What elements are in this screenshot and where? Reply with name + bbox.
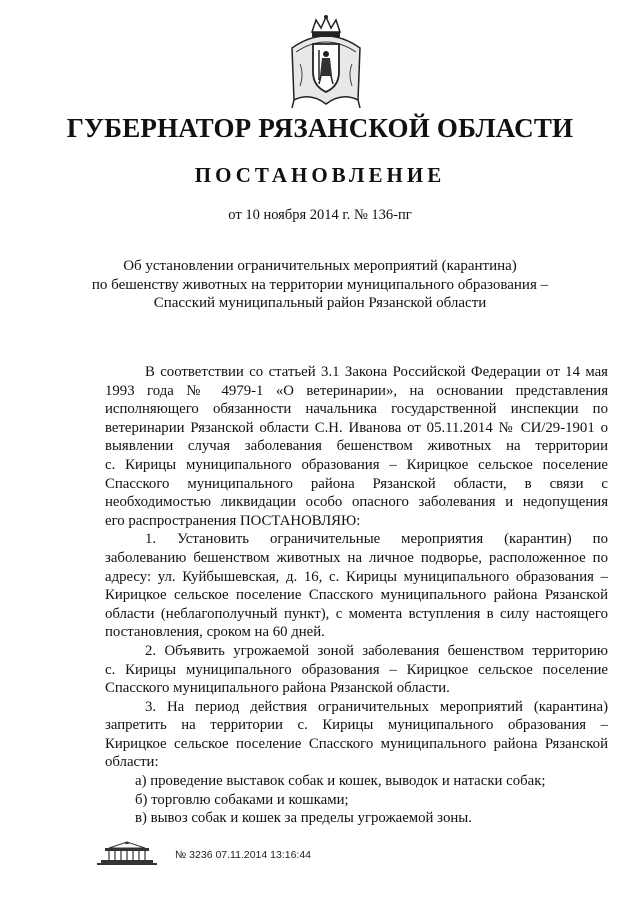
- preamble-line: выявлении случая заболевания бешенством животных на территории: [105, 438, 608, 455]
- coat-of-arms-icon: [286, 14, 366, 110]
- subject-line: по бешенству животных на территории муниципального образования –: [91, 276, 549, 293]
- sub-item: а) проведение выставок собак и кошек, выводок и натаски собак;: [135, 773, 546, 790]
- item-line: 3. На период действия ограничительных мероприятий (карантина): [145, 698, 608, 715]
- item-line: с. Кирицы муниципального образования – Кирицкое сельское поселение: [105, 661, 608, 678]
- sub-items: [105, 772, 608, 828]
- issuing-authority: ГУБЕРНАТОР РЯЗАНСКОЙ ОБЛАСТИ: [66, 113, 574, 143]
- subject-line: Об установлении ограничительных мероприятий (карантина): [123, 258, 517, 274]
- preamble-line: необходимостью ликвидации особо опасного заболевания и недопущения: [105, 494, 608, 511]
- item-1: [105, 530, 608, 642]
- preamble-line: с. Кирицы муниципального образования – Кирицкое сельское поселение: [105, 456, 608, 473]
- registration-stamp: № 3236 07.11.2014 13:16:44: [175, 849, 312, 861]
- item-line: 1. Установить ограничительные мероприятия (карантин) по: [145, 531, 608, 548]
- item-line: заболеванию бешенством животных на личное подворье, расположенное по: [105, 549, 608, 566]
- item-line: области:: [105, 754, 159, 771]
- preamble: [105, 363, 608, 530]
- document-body: [105, 363, 608, 828]
- subject-line: Спасский муниципальный район Рязанской области: [153, 295, 487, 311]
- registration-footer: [95, 838, 495, 868]
- item-2: [105, 642, 608, 698]
- item-line: адресу: ул. Куйбышевская, д. 16, с. Кирицы муниципального образования –: [105, 568, 608, 585]
- item-3: [105, 698, 608, 772]
- item-line: постановления, сроком на 60 дней.: [105, 624, 325, 641]
- government-building-icon: [95, 838, 159, 866]
- document-date-number: от 10 ноября 2014 г. № 136-пг: [228, 207, 412, 223]
- preamble-line: его распространения ПОСТАНОВЛЯЮ:: [105, 512, 361, 529]
- sub-item: б) торговлю собаками и кошками;: [135, 791, 349, 808]
- document-subject: [60, 257, 580, 313]
- item-line: 2. Объявить угрожаемой зоной заболевания бешенством территорию: [145, 642, 608, 659]
- item-line: Кирицкое сельское поселение Спасского муниципального района Рязанской: [105, 735, 608, 752]
- preamble-line: 1993 года № 4979-1 «О ветеринарии», на основании представления: [105, 382, 608, 399]
- item-line: области (неблагополучный пункт), с момента вступления в силу настоящего: [105, 605, 608, 622]
- document-type: ПОСТАНОВЛЕНИЕ: [194, 163, 446, 187]
- item-line: Кирицкое сельское поселение Спасского муниципального района Рязанской: [105, 587, 608, 604]
- preamble-line: ветеринарии Рязанской области С.Н. Иванова от 05.11.2014 № СИ/29-1901 о: [105, 419, 608, 436]
- item-line: запретить на территории с. Кирицы муниципального образования –: [105, 717, 608, 734]
- item-line: Спасского муниципального района Рязанской области.: [105, 680, 450, 697]
- preamble-line: Спасского муниципального района Рязанской области, в связи с: [105, 475, 608, 492]
- sub-item: в) вывоз собак и кошек за пределы угрожаемой зоны.: [135, 810, 472, 827]
- preamble-line: В соответствии со статьей 3.1 Закона Российской Федерации от 14 мая: [145, 364, 608, 380]
- preamble-line: исполняющего обязанности начальника государственной инспекции по: [105, 401, 608, 418]
